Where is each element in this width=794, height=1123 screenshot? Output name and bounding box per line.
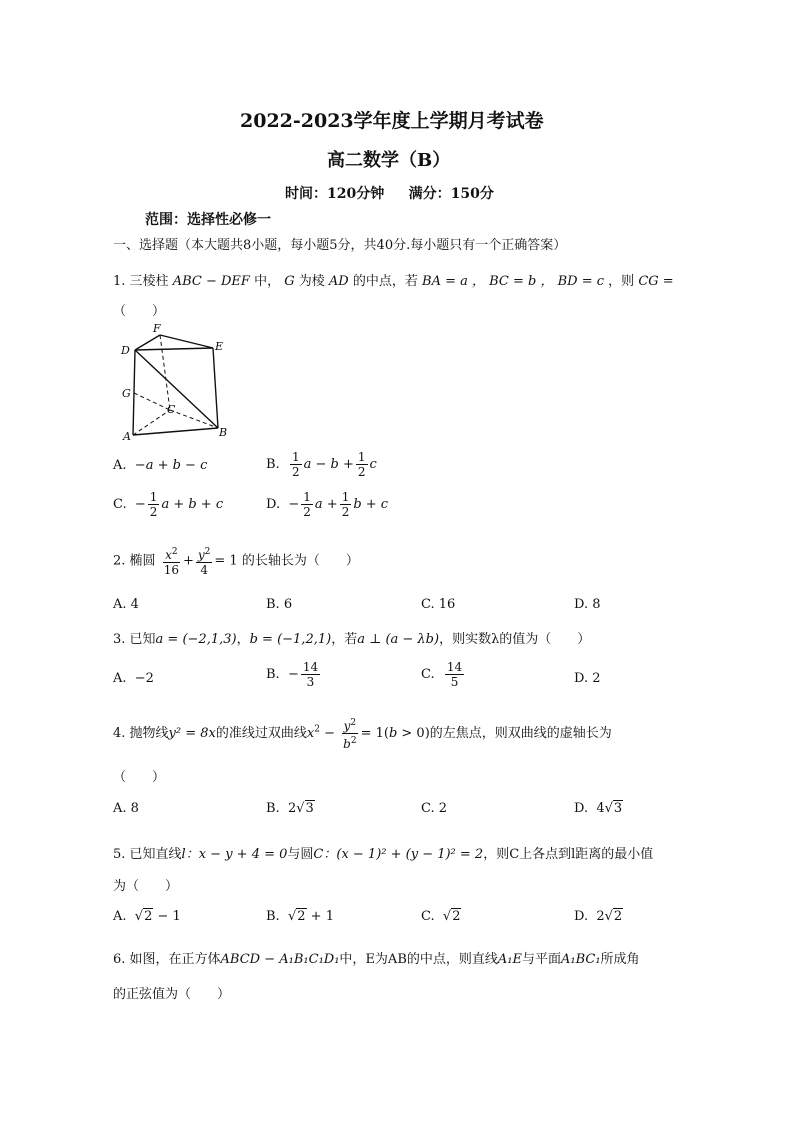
q6-prefix: 6. 如图，在正方体 — [113, 952, 221, 967]
q1-option-c: C. − $\frac{1}{2}$ a + b + c — [113, 490, 224, 519]
q1-option-a: A. −a + b − c — [113, 458, 208, 473]
question-1-blank: （ ） — [113, 304, 166, 319]
q5-option-b: B. √2 + 1 — [266, 909, 334, 924]
q1-option-b-label: B. — [266, 457, 280, 472]
q1-option-a-label: A. — [113, 458, 127, 473]
q5-option-d-label: D. — [574, 909, 589, 924]
q5-option-a: A. √2 − 1 — [113, 909, 181, 924]
q3-b: b = (−1,2,1) — [249, 632, 332, 647]
q1-vectors: BA = a ， BC = b ， BD = c — [422, 274, 605, 289]
q1-G: G — [284, 274, 295, 289]
q1-prism: ABC − DEF — [172, 274, 250, 289]
question-6-stem — [113, 948, 640, 967]
exam-title: 2022-2023学年度上学期月考试卷 — [240, 110, 544, 132]
q1-option-d-label: D. — [266, 497, 281, 512]
q1-mid2: 为棱 — [298, 274, 325, 289]
q1-option-b: B. $\frac{1}{2}$ a − b + $\frac{1}{2}$ c — [266, 450, 377, 479]
q1-end: ，则 — [608, 274, 635, 289]
q5-option-d: D. 2√2 — [574, 909, 623, 924]
q6-mid2: E为AB的中点，则直线 — [365, 952, 498, 967]
q3-option-c-label: C. — [421, 667, 435, 682]
q6-seg: A₁E — [497, 952, 522, 967]
q3-mid: ，若 — [331, 632, 358, 647]
fig-label-G: G — [122, 387, 131, 400]
q2-suffix: 的长轴长为（ ） — [241, 553, 359, 569]
question-5-stem — [113, 843, 653, 862]
fig-label-E: E — [215, 340, 224, 353]
question-4-stem: 4. 抛物线y² = 8x的准线过双曲线$x^2$ − $\frac{y^2}{b^2}$ = 1(b > 0)的左焦点，则双曲线的虚轴长为 — [113, 718, 612, 751]
q6-cube: ABCD − A₁B₁C₁D₁ — [220, 952, 340, 967]
q3-option-c: C. $\frac{14}{5}$ — [421, 660, 463, 689]
q1-option-c-label: C. — [113, 497, 127, 512]
q4-parabola: y² = 8x — [168, 726, 216, 741]
fig-label-D: D — [121, 344, 130, 357]
prism-figure — [115, 320, 235, 445]
q5-option-a-label: A. — [113, 909, 127, 924]
q1-mid3: 的中点，若 — [352, 274, 418, 289]
q4-option-c: C. 2 — [421, 801, 448, 816]
q3-option-b: B. − $\frac{14}{3}$ — [266, 660, 319, 689]
q1-mid1: 中， — [254, 274, 281, 289]
exam-scope: 范围：选择性必修一 — [145, 212, 271, 228]
q4-option-d-label: D. — [574, 801, 589, 816]
section-heading: 一、选择题（本大题共8小题，每小题5分，共40分.每小题只有一个正确答案） — [113, 238, 567, 253]
q4-option-b: B. 2√3 — [266, 801, 314, 816]
q3-suffix: ，则实数λ的值为（ ） — [439, 632, 591, 647]
q3-option-d: D. 2 — [574, 671, 601, 686]
q2-option-d: D. 8 — [574, 597, 601, 612]
q3-option-b-label: B. — [266, 667, 280, 682]
q1-prefix: 1. 三棱柱 — [113, 274, 169, 289]
q6-mid3: 与平面 — [521, 952, 561, 967]
q2-prefix: 2. 椭圆 — [113, 553, 156, 569]
q1-AD: AD — [328, 274, 349, 289]
q5-option-b-label: B. — [266, 909, 280, 924]
q6-suffix: 所成角 — [600, 952, 640, 967]
q6-mid1: 中， — [339, 952, 366, 967]
q2-option-a: A. 4 — [113, 597, 139, 612]
q1-option-d: D. − $\frac{1}{2}$ a + $\frac{1}{2}$ b + c — [266, 490, 389, 519]
q4-prefix: 4. 抛物线 — [113, 726, 169, 741]
question-1-stem — [113, 270, 674, 289]
q3-prefix: 3. 已知 — [113, 632, 156, 647]
q6-plane: A₁BC₁ — [560, 952, 601, 967]
q5-option-c-label: C. — [421, 909, 435, 924]
q4-suffix: 的左焦点，则双曲线的虚轴长为 — [429, 726, 612, 741]
question-3-stem: 3. 已知a = (−2,1,3)，b = (−1,2,1)，若a ⊥ (a − λb)，则实数λ的值为（ ） — [113, 632, 591, 647]
fig-label-B: B — [219, 426, 228, 439]
fig-label-C: C — [167, 403, 176, 416]
question-6-line2: 的正弦值为（ ） — [113, 987, 231, 1002]
q5-mid: 与圆 — [287, 847, 314, 862]
q4-mid: 的准线过双曲线 — [215, 726, 307, 741]
question-5-line2: 为（ ） — [113, 879, 179, 894]
q5-suffix: ，则C上各点到l距离的最小值 — [483, 847, 654, 862]
q4-option-a: A. 8 — [113, 801, 139, 816]
exam-meta: 时间：120分钟 满分：150分 — [285, 186, 494, 202]
q5-option-c: C. √2 — [421, 909, 461, 924]
q3-a: a = (−2,1,3) — [155, 632, 237, 647]
question-2-stem: 2. 椭圆 $\frac{x^2}{16}$ + $\frac{y^2}{4}$ = 1 的长轴长为（ ） — [113, 547, 359, 577]
q3-option-a: A. −2 — [113, 671, 154, 686]
q3-cond: a ⊥ (a − λb) — [357, 632, 440, 647]
question-4-blank: （ ） — [113, 770, 166, 785]
q2-option-c: C. 16 — [421, 597, 456, 612]
fig-label-F: F — [153, 322, 161, 335]
q2-option-b: B. 6 — [266, 597, 293, 612]
q5-circle: C：(x − 1)² + (y − 1)² = 2 — [313, 847, 484, 862]
q4-option-b-label: B. — [266, 801, 280, 816]
q5-prefix: 5. 已知直线 — [113, 847, 182, 862]
q4-option-d: D. 4√3 — [574, 801, 623, 816]
q1-target: CG = — [638, 274, 674, 289]
q5-line: l：x − y + 4 = 0 — [181, 847, 288, 862]
exam-subtitle: 高二数学（B） — [327, 150, 451, 171]
fig-label-A: A — [123, 430, 131, 443]
